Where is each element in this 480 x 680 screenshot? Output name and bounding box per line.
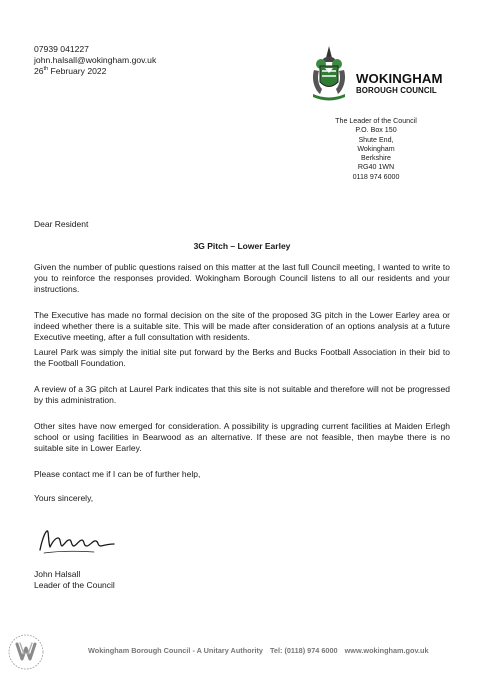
closing-line: Please contact me if I can be of further help, xyxy=(34,469,201,479)
sender-contact-block xyxy=(34,44,156,77)
signer-block xyxy=(34,569,115,591)
council-brand xyxy=(356,72,443,95)
paragraph-2: The Executive has made no formal decision on the site of the proposed 3G pitch in the Lower Earley area or indeed whether there is a suitable site. This will be made after consideration of an options analysis at a future Executive meeting, after a full consultation with residents. xyxy=(34,310,450,343)
sign-off: Yours sincerely, xyxy=(34,493,94,503)
address-line: 0118 974 6000 xyxy=(352,172,400,181)
address-line: RG40 1WN xyxy=(357,163,395,172)
paragraph-4: A review of a 3G pitch at Laurel Park indicates that this site is not suitable and therefore will not be progressed by this administration. xyxy=(34,384,450,406)
address-line: P.O. Box 150 xyxy=(355,126,397,135)
paragraph-1: Given the number of public questions raised on this matter at the last full Council meeting, I wanted to write to you to reinforce the responses provided. Wokingham Borough Council listens to all our residents and your instructions. xyxy=(34,262,450,295)
page-footer xyxy=(88,646,429,655)
address-line: Berkshire xyxy=(361,154,391,163)
letter-subject: 3G Pitch – Lower Earley xyxy=(193,241,291,251)
footer-tel: Tel: (0118) 974 6000 xyxy=(269,646,338,655)
signer-title: Leader of the Council xyxy=(34,580,115,591)
address-line: Wokingham xyxy=(357,144,395,153)
address-line: The Leader of the Council xyxy=(335,117,417,125)
council-crest-icon xyxy=(306,43,356,103)
paragraph-3: Laurel Park was simply the initial site put forward by the Berks and Bucks Football Association in their bid to the Football Foundation. xyxy=(34,347,450,369)
handwritten-signature xyxy=(34,522,122,560)
address-line: Shute End, xyxy=(358,135,394,144)
salutation: Dear Resident xyxy=(34,219,89,229)
positive-about-disabled-people-icon xyxy=(6,632,46,672)
paragraph-5: Other sites have now emerged for consideration. A possibility is upgrading current facilities at Maiden Erlegh school or using facilities in Bearwood as an alternative. If these are not feasible, then maybe there is no suitable site in Lower Earley. xyxy=(34,421,450,454)
brand-subtitle: BOROUGH COUNCIL xyxy=(356,86,437,96)
letter-date: 26th February 2022 xyxy=(34,66,107,76)
brand-title: WOKINGHAM xyxy=(356,71,443,86)
footer-web: www.wokingham.gov.uk xyxy=(344,646,429,655)
sender-email: john.halsall@wokingham.gov.uk xyxy=(34,55,157,65)
sender-phone: 07939 041227 xyxy=(34,44,89,54)
footer-org: Wokingham Borough Council - A Unitary Authority xyxy=(88,646,263,655)
signer-name: John Halsall xyxy=(34,569,81,579)
council-address xyxy=(296,117,456,182)
